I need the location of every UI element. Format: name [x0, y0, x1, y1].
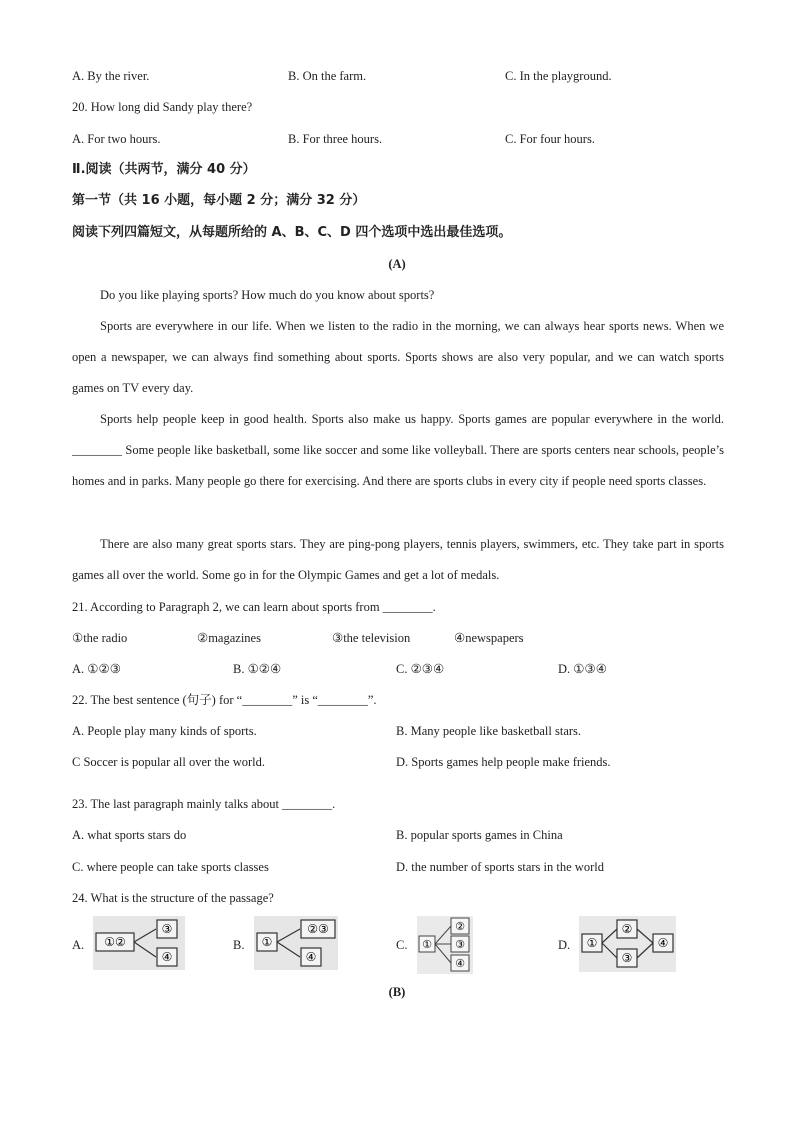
- q24-a-node-2: ③: [161, 922, 173, 936]
- q22-option-d: D. Sports games help people make friends.: [396, 755, 611, 769]
- q19-option-a: A. By the river.: [72, 69, 150, 83]
- q20-option-b: B. For three hours.: [288, 132, 383, 146]
- q21-option-a: A. ①②③: [72, 662, 121, 676]
- q24-b-node-1: ①: [261, 935, 273, 949]
- section-heading: Ⅱ.阅读（共两节，满分 40 分）: [72, 162, 256, 177]
- q22-stem: 22. The best sentence (句子) for “________” is “________”.: [72, 693, 377, 707]
- q22-option-b: B. Many people like basketball stars.: [396, 724, 582, 738]
- q23-option-a: A. what sports stars do: [72, 828, 187, 842]
- q24-option-c-label: C.: [396, 938, 408, 952]
- q24-d-node-2: ②: [621, 922, 633, 936]
- q21-option-c: C. ②③④: [396, 662, 445, 676]
- passage-a-paragraph-4: There are also many great sports stars. They are ping-pong players, tennis players, swimmers, etc. They take part in sports games all over the world. Some go in for the Olympic Games and get a lot of medals.: [72, 537, 724, 583]
- q24-b-node-3: ④: [305, 950, 317, 964]
- q24-c-node-2: ②: [455, 920, 465, 933]
- q21-item-3: ③the television: [332, 631, 411, 645]
- q20-stem: 20. How long did Sandy play there?: [72, 100, 253, 114]
- q24-a-node-1: ①②: [104, 935, 126, 949]
- q24-c-node-1: ①: [422, 938, 432, 951]
- q24-diagram-c: [417, 916, 473, 974]
- q24-stem: 24. What is the structure of the passage?: [72, 891, 274, 905]
- q24-a-node-3: ④: [161, 950, 173, 964]
- q24-diagram-a: [93, 916, 185, 970]
- q20-option-a: A. For two hours.: [72, 132, 161, 146]
- passage-a-paragraph-2: Sports are everywhere in our life. When we listen to the radio in the morning, we can always hear sports news. When we open a newspaper, we can always find something about sports. Sports shows are also very popular, and we can watch sports games on TV every day.: [72, 319, 724, 396]
- q19-option-b: B. On the farm.: [288, 69, 367, 83]
- q21-item-1: ①the radio: [72, 631, 128, 645]
- q24-d-node-4: ④: [657, 936, 669, 950]
- q23-option-c: C. where people can take sports classes: [72, 860, 269, 874]
- q23-stem: 23. The last paragraph mainly talks about ________.: [72, 797, 336, 811]
- q24-d-node-3: ③: [621, 951, 633, 965]
- instruction: 阅读下列四篇短文，从每题所给的 A、B、C、D 四个选项中选出最佳选项。: [72, 225, 512, 240]
- q22-option-c: C Soccer is popular all over the world.: [72, 755, 266, 769]
- q23-option-d: D. the number of sports stars in the world: [396, 860, 604, 874]
- q21-item-2: ②magazines: [197, 631, 261, 645]
- q20-option-c: C. For four hours.: [505, 132, 595, 146]
- passage-a-paragraph-1: Do you like playing sports? How much do you know about sports?: [100, 288, 435, 302]
- passage-b-label: (B): [388, 985, 406, 999]
- q24-option-a-label: A.: [72, 938, 85, 952]
- q24-c-node-4: ④: [455, 957, 465, 970]
- q21-item-4: ④newspapers: [454, 631, 524, 645]
- part1-heading: 第一节（共 16 小题，每小题 2 分；满分 32 分）: [72, 193, 366, 208]
- q24-option-d-label: D.: [558, 938, 571, 952]
- q19-option-c: C. In the playground.: [505, 69, 612, 83]
- q24-d-node-1: ①: [586, 936, 598, 950]
- q22-option-a: A. People play many kinds of sports.: [72, 724, 257, 738]
- passage-a-label: (A): [388, 257, 406, 271]
- q21-option-d: D. ①③④: [558, 662, 607, 676]
- q24-option-b-label: B.: [233, 938, 245, 952]
- q24-diagram-b: [254, 916, 338, 970]
- passage-a-paragraph-3: Sports help people keep in good health. Sports also make us happy. Sports games are popular everywhere in the world. ________ Some people like basketball, some like soccer and some like volleyball. There are sports centers near schools, people’s homes and in parks. Many people go there for exercising. And there are sports clubs in every city if people need sports classes.: [72, 412, 724, 489]
- q23-option-b: B. popular sports games in China: [396, 828, 563, 842]
- q24-b-node-2: ②③: [307, 922, 329, 936]
- q24-diagram-d: [579, 916, 676, 972]
- q21-option-b: B. ①②④: [233, 662, 282, 676]
- q24-c-node-3: ③: [455, 938, 465, 951]
- q21-stem: 21. According to Paragraph 2, we can learn about sports from ________.: [72, 600, 436, 614]
